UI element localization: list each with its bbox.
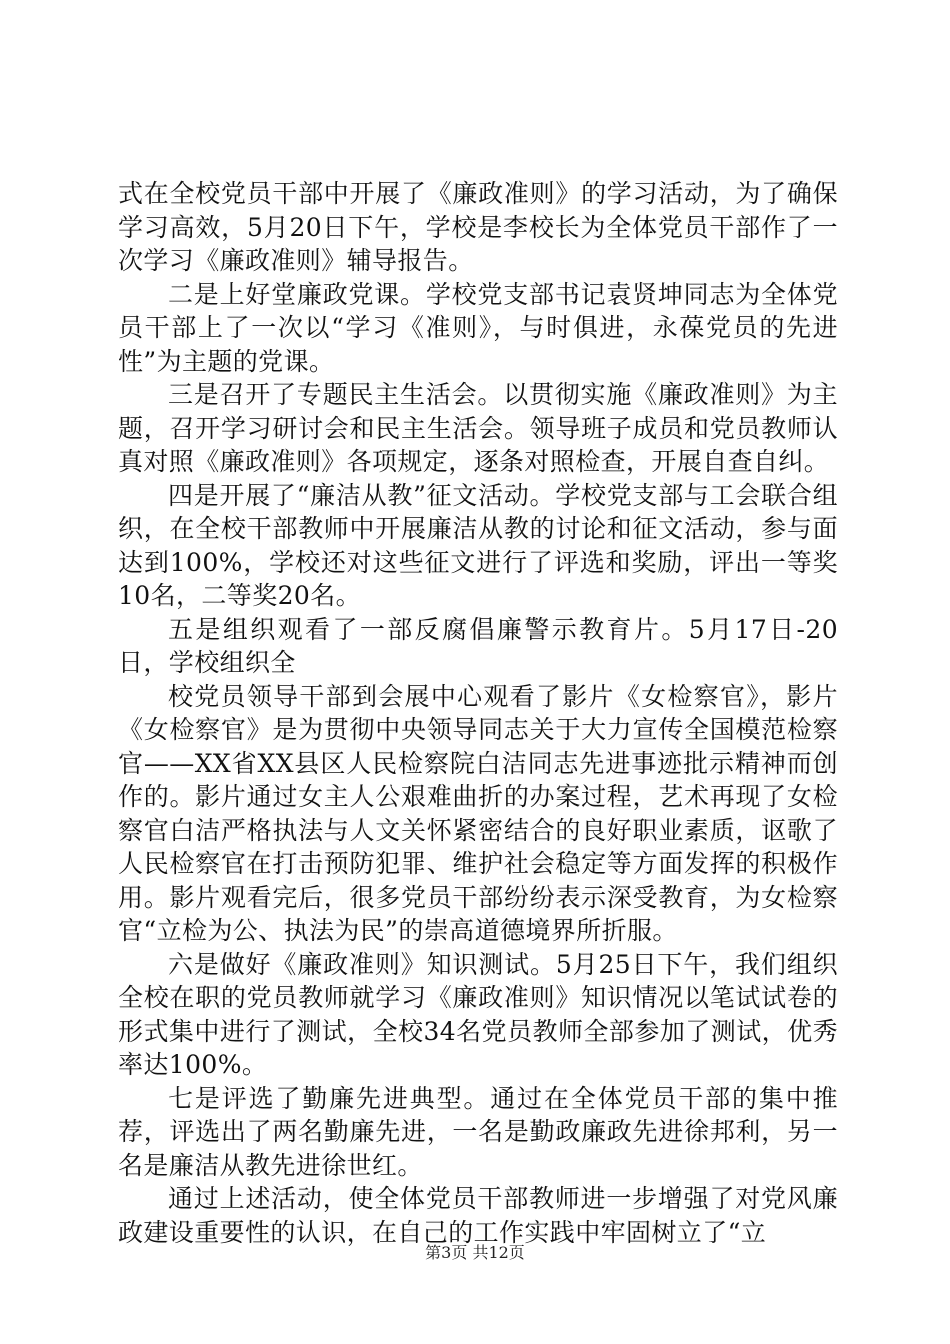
- page-footer: [0, 1240, 950, 1263]
- paragraph-item-6: 六是做好《廉政准则》知识测试。5月25日下午，我们组织全校在职的党员教师就学习《廉政准则》知识情况以笔试试卷的形式集中进行了测试，全校34名党员教师全部参加了测试，优秀率达100%。: [118, 949, 838, 1079]
- paragraph-item-7: 七是评选了勤廉先进典型。通过在全体党员干部的集中推荐，评选出了两名勤廉先进，一名是勤政廉政先进徐邦利，另一名是廉洁从教先进徐世红。: [118, 1083, 838, 1180]
- paragraph-item-5-continued: 校党员领导干部到会展中心观看了影片《女检察官》，影片《女检察官》是为贯彻中央领导同志关于大力宣传全国模范检察官——XX省XX县区人民检察院白洁同志先进事迹批示精神而创作的。影片通过女主人公艰难曲折的办案过程，艺术再现了女检察官白洁严格执法与人文关怀紧密结合的良好职业素质，讴歌了人民检察官在打击预防犯罪、维护社会稳定等方面发挥的积极作用。影片观看完后，很多党员干部纷纷表示深受教育，为女检察官“立检为公、执法为民”的崇高道德境界所折服。: [118, 681, 838, 945]
- document-body: [118, 177, 838, 1249]
- paragraph-item-5: 五是组织观看了一部反腐倡廉警示教育片。5月17日-20日，学校组织全: [118, 614, 838, 677]
- paragraph-item-4: 四是开展了“廉洁从教”征文活动。学校党支部与工会联合组织，在全校干部教师中开展廉洁从教的讨论和征文活动，参与面达到100%，学校还对这些征文进行了评选和奖励，评出一等奖10名，二等奖20名。: [118, 480, 838, 610]
- paragraph-continuation: 式在全校党员干部中开展了《廉政准则》的学习活动，为了确保学习高效，5月20日下午，学校是李校长为全体党员干部作了一次学习《廉政准则》辅导报告。: [118, 179, 838, 275]
- paragraph-item-2: 二是上好堂廉政党课。学校党支部书记袁贤坤同志为全体党员干部上了一次以“学习《准则》，与时俱进，永葆党员的先进性”为主题的党课。: [118, 279, 838, 376]
- page-number-label: 第3页 共12页: [425, 1243, 525, 1262]
- paragraph-item-3: 三是召开了专题民主生活会。以贯彻实施《廉政准则》为主题，召开学习研讨会和民主生活会。领导班子成员和党员教师认真对照《廉政准则》各项规定，逐条对照检查，开展自查自纠。: [118, 380, 838, 476]
- paragraph-conclusion: 通过上述活动，使全体党员干部教师进一步增强了对党风廉政建设重要性的认识，在自己的工作实践中牢固树立了“立: [118, 1184, 838, 1247]
